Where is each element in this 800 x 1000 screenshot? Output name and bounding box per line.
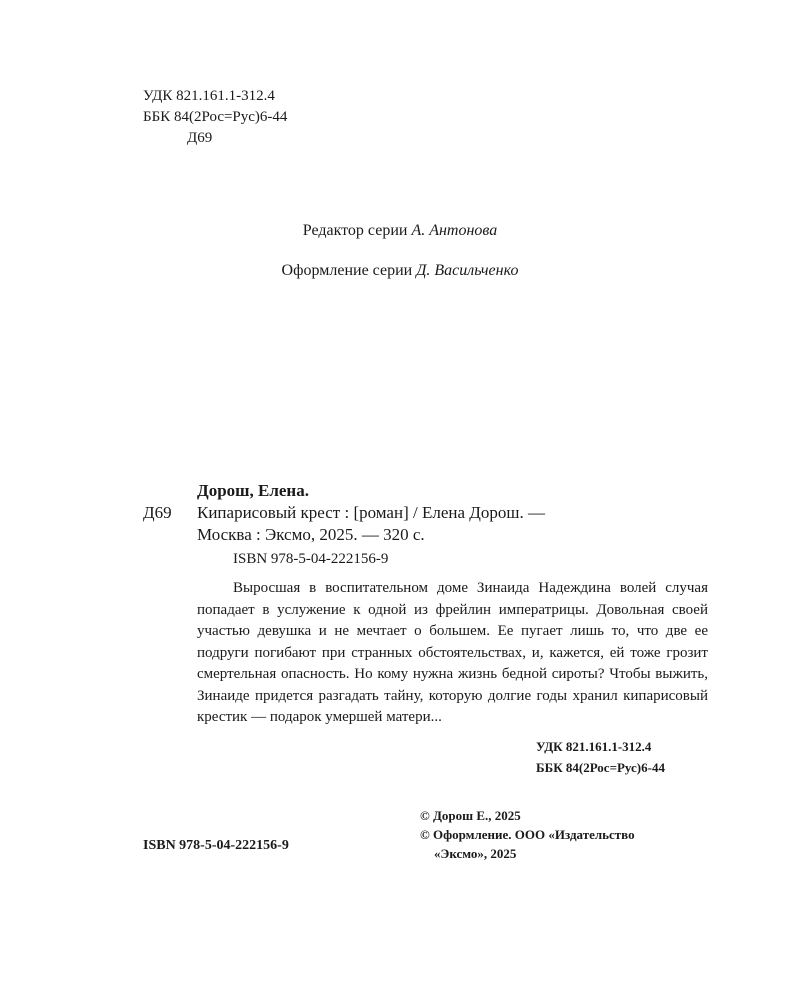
catalog-author: Дорош, Елена. <box>197 481 309 500</box>
bbk-code: ББК 84(2Рос=Рус)6-44 <box>143 109 288 125</box>
series-design-credit <box>0 262 800 280</box>
series-editor-name: А. Антонова <box>411 222 498 239</box>
bottom-bbk-code: ББК 84(2Рос=Рус)6-44 <box>536 760 665 775</box>
catalog-isbn: ISBN 978-5-04-222156-9 <box>233 551 389 567</box>
udk-bbk-block <box>143 86 287 149</box>
udk-code: УДК 821.161.1-312.4 <box>143 88 275 104</box>
annotation-text: Выросшая в воспитательном доме Зинаида Надеждина волей случая попадает в услужение к одной из фрейлин императрицы. Довольная своей участью девушка и не мечтает о большем. Ее пугает лишь то, что две ее подруги погибают при странных обстоятельствах, и, кажется, ей тоже грозит смертельная опасность. Но кому нужна жизнь бедной сироты? Чтобы выжить, Зинаиде придется разгадать тайну, которую долгие годы хранил кипарисовый крестик — подарок умершей матери... <box>197 580 708 725</box>
bottom-classification-codes <box>536 736 665 778</box>
catalog-imprint-line: Москва : Эксмо, 2025. — 320 с. <box>197 525 425 544</box>
copyright-publisher: «Эксмо», 2025 <box>434 846 517 861</box>
bottom-udk-code: УДК 821.161.1-312.4 <box>536 739 652 754</box>
author-mark: Д69 <box>187 130 213 146</box>
copyright-design: © Оформление. ООО «Издательство <box>420 827 635 842</box>
copyright-author: © Дорош Е., 2025 <box>420 808 521 823</box>
series-editor-credit <box>0 222 800 240</box>
series-design-label: Оформление серии <box>281 262 413 279</box>
series-design-name: Д. Васильченко <box>416 262 519 279</box>
copyright-block <box>420 806 635 863</box>
series-editor-label: Редактор серии <box>302 222 408 239</box>
catalog-title-line: Кипарисовый крест : [роман] / Елена Дорош. — <box>197 503 545 522</box>
catalog-author-mark: Д69 <box>143 503 172 522</box>
bottom-isbn: ISBN 978-5-04-222156-9 <box>143 838 289 853</box>
